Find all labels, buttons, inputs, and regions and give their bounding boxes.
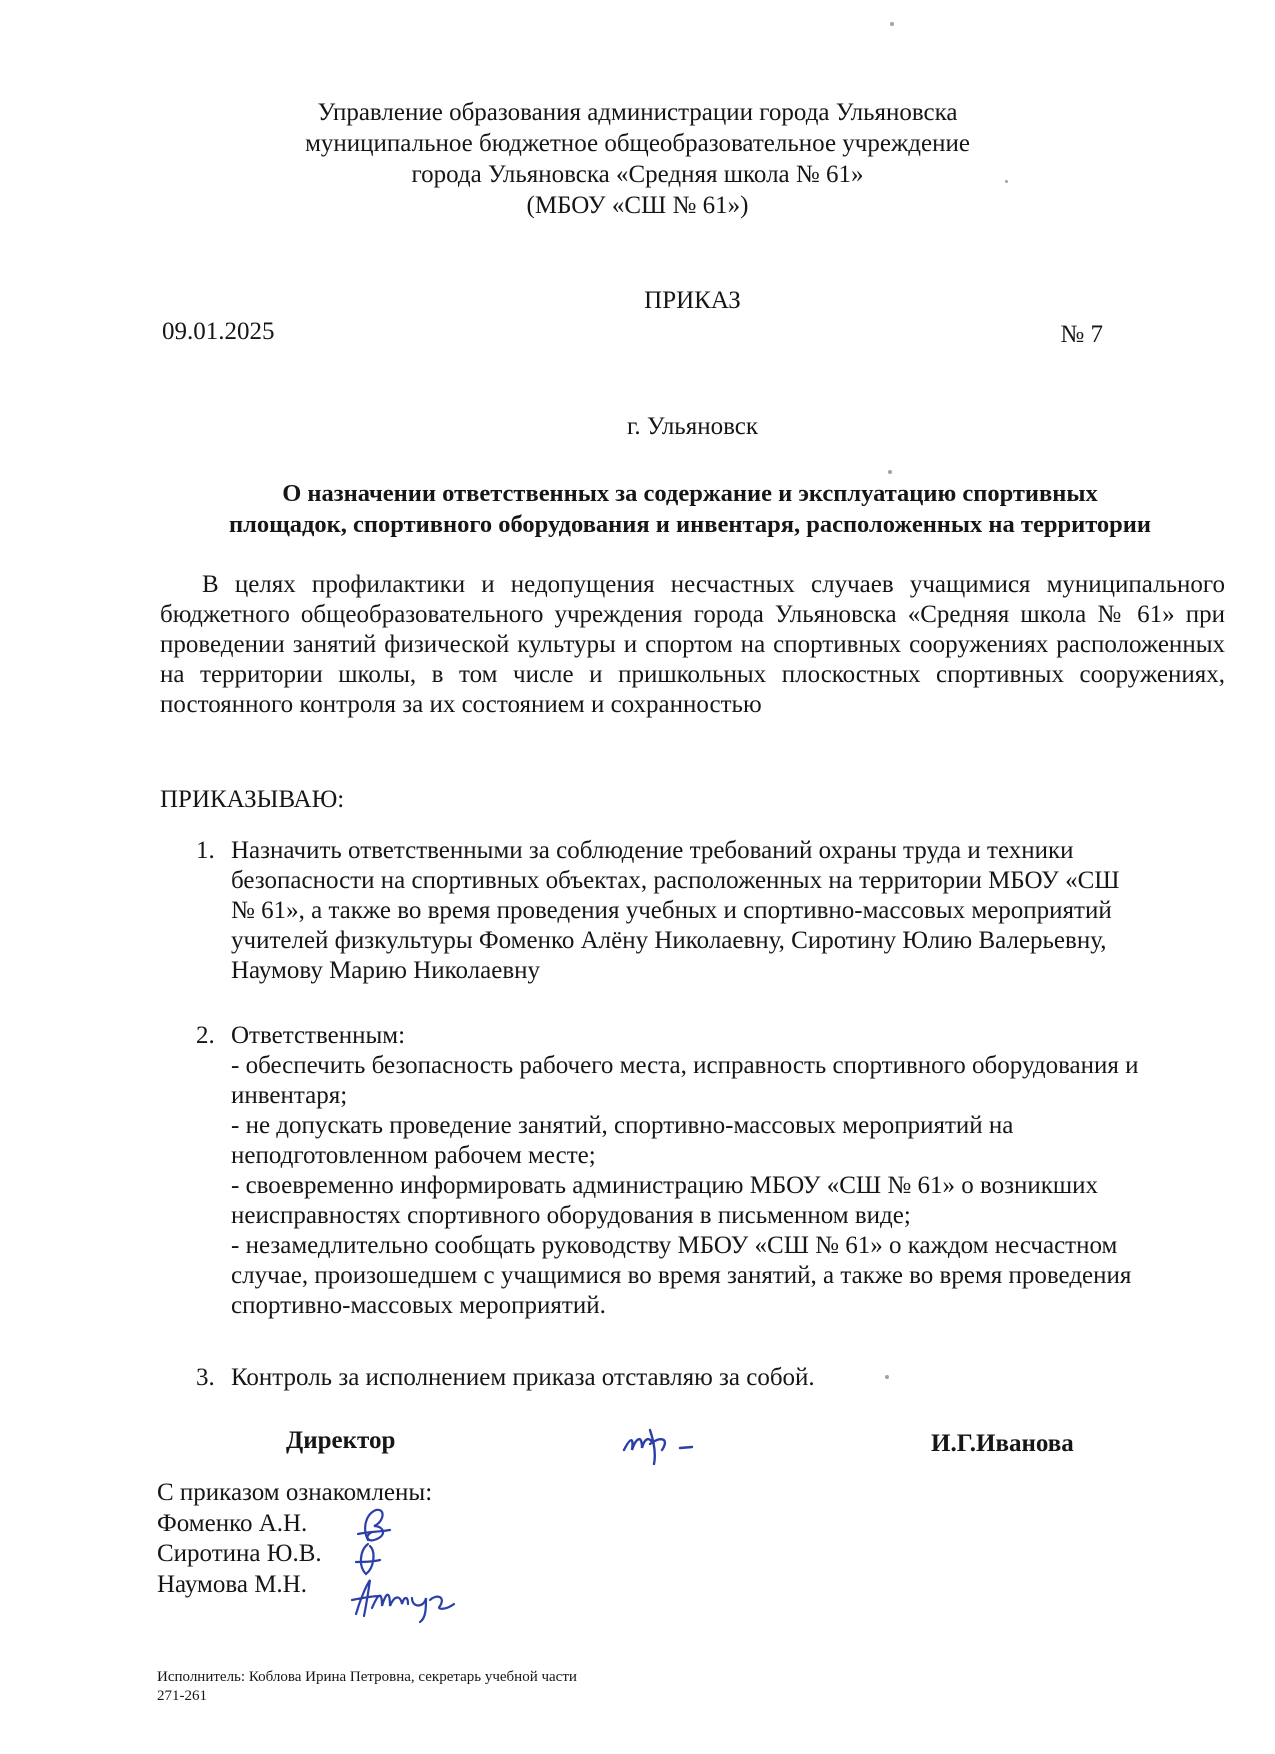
acquainted-name: Наумова М.Н. <box>157 1570 307 1598</box>
header-line: муниципальное бюджетное общеобразовательное учреждение <box>305 130 970 157</box>
organization-header <box>0 97 1275 221</box>
acquainted-heading: С приказом ознакомлены: <box>157 1479 433 1506</box>
item-line: неподготовленном рабочем месте; <box>231 1142 596 1169</box>
item-line: № 61», а также во время проведения учебных и спортивно-массовых мероприятий <box>231 897 1112 924</box>
director-name: И.Г.Иванова <box>931 1430 1074 1457</box>
document-title: ПРИКАЗ <box>644 287 741 314</box>
item-number: 2. <box>196 1022 215 1049</box>
item-line: - своевременно информировать администрацию МБОУ «СШ № 61» о возникших <box>231 1172 1098 1199</box>
preamble-paragraph: В целях профилактики и недопущения несчастных случаев учащимися муниципального бюджетного общеобразовательного учреждения города Ульяновска «Средняя школа № 61» при проведении занятий физической культуры и спортом на спортивных сооружениях расположенных на территории школы, в том числе и пришкольных плоскостных спортивных сооружениях, постоянного контроля за их состоянием и сохранностью <box>160 571 1225 718</box>
item-line: - незамедлительно сообщать руководству МБОУ «СШ № 61» о каждом несчастном <box>231 1232 1118 1259</box>
document-city: г. Ульяновск <box>627 413 758 440</box>
item-line: инвентаря; <box>231 1082 348 1109</box>
acquainted-name: Фоменко А.Н. <box>157 1509 308 1537</box>
order-item-3 <box>196 1363 1226 1393</box>
header-line: города Ульяновска «Средняя школа № 61» <box>411 161 864 188</box>
document-number: № 7 <box>1060 321 1103 348</box>
order-item-1 <box>196 836 1226 986</box>
executor-phone: 271-261 <box>157 1688 207 1704</box>
item-line: Назначить ответственными за соблюдение требований охраны труда и техники <box>231 837 1074 864</box>
item-line: - обеспечить безопасность рабочего места, исправность спортивного оборудования и <box>231 1052 1139 1079</box>
item-line: безопасности на спортивных объектах, расположенных на территории МБОУ «СШ <box>231 867 1120 894</box>
subject-line: площадок, спортивного оборудования и инвентаря, расположенных на территории <box>228 511 1152 538</box>
document-date: 09.01.2025 <box>162 318 275 345</box>
item-number: 1. <box>196 837 215 864</box>
scan-speck <box>888 470 892 474</box>
item-line: случае, произошедшем с учащимися во время занятий, а также во время проведения <box>231 1262 1132 1289</box>
item-line: Ответственным: <box>231 1022 406 1049</box>
acquainted-name: Сиротина Ю.В. <box>157 1540 322 1567</box>
item-line: Наумову Марию Николаевну <box>231 957 541 984</box>
director-signature <box>620 1420 710 1470</box>
header-line: Управление образования администрации города Ульяновска <box>317 99 958 126</box>
item-number: 3. <box>196 1364 215 1391</box>
signature-naumova <box>350 1574 460 1629</box>
item-line: неисправностях спортивного оборудования в письменном виде; <box>231 1202 911 1229</box>
document-subject <box>160 478 1220 540</box>
scan-speck <box>890 22 894 26</box>
item-line: учителей физкультуры Фоменко Алёну Николаевну, Сиротину Юлию Валерьевну, <box>231 927 1107 954</box>
header-line: (МБОУ «СШ № 61») <box>526 192 749 219</box>
orders-heading: ПРИКАЗЫВАЮ: <box>160 786 345 813</box>
order-item-2 <box>196 1021 1226 1321</box>
scan-speck <box>885 1375 889 1379</box>
item-line: Контроль за исполнением приказа отставляю за собой. <box>231 1364 815 1391</box>
director-role: Директор <box>286 1427 396 1454</box>
subject-line: О назначении ответственных за содержание и эксплуатацию спортивных <box>282 480 1098 507</box>
item-line: - не допускать проведение занятий, спортивно-массовых мероприятий на <box>231 1112 1014 1139</box>
scan-speck <box>1005 180 1008 183</box>
item-line: спортивно-массовых мероприятий. <box>231 1292 606 1319</box>
document-footer <box>157 1668 577 1706</box>
executor-line: Исполнитель: Коблова Ирина Петровна, секретарь учебной части <box>157 1669 577 1685</box>
